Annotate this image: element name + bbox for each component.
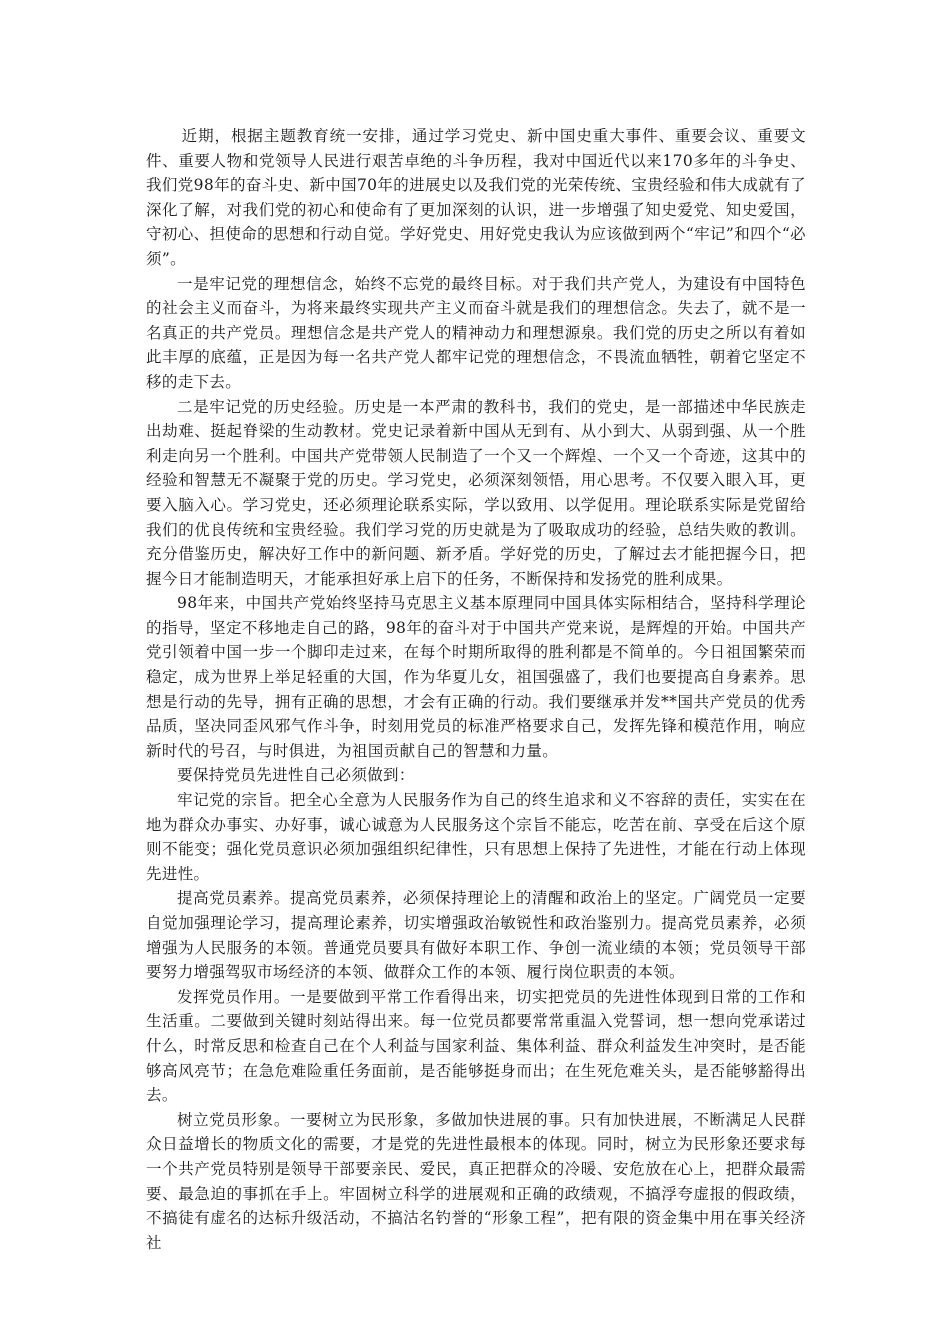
paragraph-history-experience: 二是牢记党的历史经验。历史是一本严肃的教科书，我们的党史，是一部描述中华民族走出劫难、挺起脊梁的生动教材。党史记录着新中国从无到有、从小到大、从弱到强、从一个胜利走向另一个胜利。中国共产党带领人民制造了一个又一个辉煌、一个又一个奇迹，这其中的经验和智慧无不凝聚于党的历史。学习党史，必须深刻领悟，用心思考。不仅要入眼入耳，更要入脑入心。学习党史，还必须理论联系实际，学以致用、以学促用。理论联系实际是党留给我们的优良传统和宝贵经验。我们学习党的历史就是为了吸取成功的经验，总结失败的教训。充分借鉴历史，解决好工作中的新问题、新矛盾。学好党的历史，了解过去才能把握今日，把握今日才能制造明天，才能承担好承上启下的任务，不断保持和发扬党的胜利成果。 [146, 397, 806, 588]
paragraph-member-image: 树立党员形象。一要树立为民形象，多做加快进展的事。只有加快进展，不断满足人民群众日益增长的物质文化的需要，才是党的先进性最根本的体现。同时，树立为民形象还要求每一个共产党员特别是领导干部要亲民、爱民，真正把群众的冷暖、安危放在心上，把群众最需要、最急迫的事抓在手上。牢固树立科学的进展观和正确的政绩观，不搞浮夸虚报的假政绩，不搞徒有虚名的达标升级活动，不搞沽名钓誉的“形象工程”，把有限的资金集中用在事关经济社 [146, 1110, 806, 1252]
paragraph-advancement-heading: 要保持党员先进性自己必须做到： [177, 766, 415, 785]
paragraph-party-purpose: 牢记党的宗旨。把全心全意为人民服务作为自己的终生追求和义不容辞的责任，实实在在地为群众办事实、办好事，诚心诚意为人民服务这个宗旨不能忘，吃苦在前、享受在后这个原则不能变；强化党员意识必须加强组织纪律性，只有思想上保持了先进性，才能在行动上体现先进性。 [146, 791, 806, 883]
paragraph-member-quality: 提高党员素养。提高党员素养，必须保持理论上的清醒和政治上的坚定。广阔党员一定要自觉加强理论学习，提高理论素养，切实增强政治敏锐性和政治鉴别力。提高党员素养，必须增强为人民服务的本领。普通党员要具有做好本职工作、争创一流业绩的本领；党员领导干部要努力增强驾驭市场经济的本领、做群众工作的本领、履行岗位职责的本领。 [146, 889, 806, 982]
paragraph-ideal-belief: 一是牢记党的理想信念，始终不忘党的最终目标。对于我们共产党人，为建设有中国特色的社会主义而奋斗，为将来最终实现共产主义而奋斗就是我们的理想信念。失去了，就不是一名真正的共产党员。理想信念是共产党人的精神动力和理想源泉。我们党的历史之所以有着如此丰厚的底蕴，正是因为每一名共产党人都牢记党的理想信念，不畏流血牺牲，朝着它坚定不移的走下去。 [146, 274, 806, 391]
intro-paragraph: 近期，根据主题教育统一安排，通过学习党史、新中国史重大事件、重要会议、重要文件、重要人物和党领导人民进行艰苦卓绝的斗争历程，我对中国近代以来170多年的斗争史、我们党98年的奋斗史、新中国70年的进展史以及我们党的光荣传统、宝贵经验和伟大成就有了深化了解，对我们党的初心和使命有了更加深刻的认识，进一步增强了知史爱党、知史爱国，守初心、担使命的思想和行动自觉。学好党史、用好党史我认为应该做到两个“牢记”和四个“必须”。 [146, 127, 806, 268]
paragraph-98-years: 98年来，中国共产党始终坚持马克思主义基本原理同中国具体实际相结合，坚持科学理论的指导，坚定不移地走自己的路，98年的奋斗对于中国共产党来说，是辉煌的开始。中国共产党引领着中国一步一个脚印走过来，在每个时期所取得的胜利都是不简单的。今日祖国繁荣而稳定，成为世界上举足轻重的大国，作为华夏儿女，祖国强盛了，我们也要提高自身素养。思想是行动的先导，拥有正确的思想，才会有正确的行动。我们要继承并发**国共产党员的优秀品质，坚决同歪风邪气作斗争，时刻用党员的标准严格要求自己，发挥先锋和模范作用，响应新时代的号召，与时俱进，为祖国贡献自己的智慧和力量。 [146, 594, 806, 760]
paragraph-member-role: 发挥党员作用。一是要做到平常工作看得出来，切实把党员的先进性体现到日常的工作和生活重。二要做到关键时刻站得出来。每一位党员都要常常重温入党誓词，想一想向党承诺过什么，时常反思和检查自己在个人利益与国家利益、集体利益、群众利益发生冲突时，是否能够高风亮节；在急危难险重任务面前，是否能够挺身而出；在生死危难关头，是否能够豁得出去。 [146, 987, 806, 1105]
document-body [146, 124, 806, 1255]
